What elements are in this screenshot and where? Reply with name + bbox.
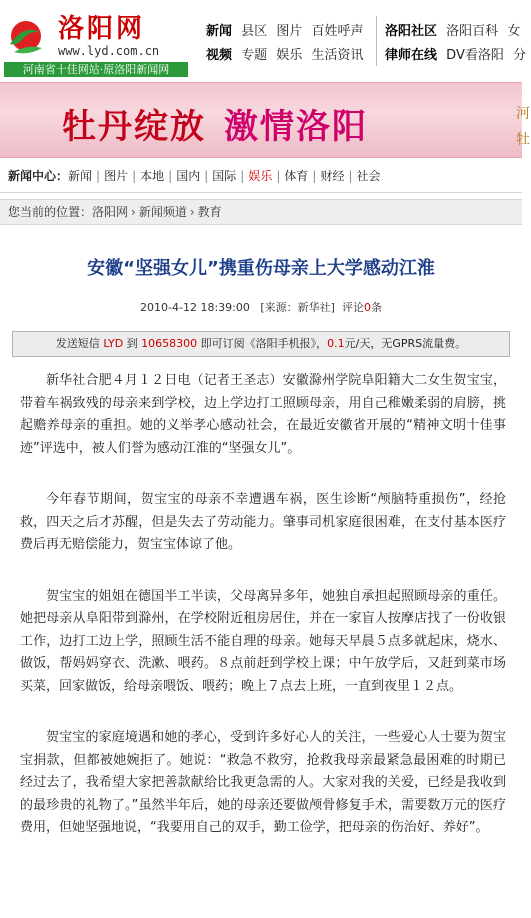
category-finance[interactable]: 财经	[320, 169, 345, 183]
category-domestic[interactable]: 国内	[176, 169, 201, 183]
sms-text-4: 元/天，无GPRS流量费。	[344, 337, 467, 350]
breadcrumb-item-home[interactable]: 洛阳网	[92, 205, 129, 219]
banner-side-text	[516, 101, 530, 153]
site-tagline-badge: 河南省十佳网站·原洛阳新闻网	[4, 62, 188, 77]
banner-text-passion: 激情洛阳	[224, 107, 368, 147]
category-sports[interactable]: 体育	[284, 169, 309, 183]
category-nav	[0, 160, 522, 193]
category-entertainment[interactable]: 娱乐	[248, 169, 273, 183]
article-paragraph: 新华社合肥４月１２日电（记者王圣志）安徽滁州学院阜阳籍大二女生贺宝宝，带着车祸致残的母亲来到学校，边上学边打工照顾母亲，用自己稚嫩柔弱的肩膀，挑起赡养母亲的重担。她的义举孝心感动社会，在最近安徽省开展的“精神文明十佳事迹”评选中，被人们誉为感动江淮的“坚强女儿”。	[20, 373, 506, 456]
nav-link-video[interactable]: 视频	[206, 48, 233, 63]
comment-link[interactable]: 评论	[341, 301, 364, 314]
category-photos[interactable]: 图片	[104, 169, 129, 183]
header-divider	[376, 16, 377, 66]
article-paragraph: 贺宝宝的姐姐在德国半工半读，父母离异多年，她独自承担起照顾母亲的重任。她把母亲从阜阳带到滁州，在学校附近租房居住，并在一家盲人按摩店找了一份收银工作，边打工边上学，照顾生活不能自理的母亲。她每天早晨５点多就起床，烧水、做饭，帮妈妈穿衣、洗漱、喂药。８点前赶到学校上课；中午放学后，又赶到菜市场买菜，回家做饭，给母亲喂饭、喂药；晚上７点去上班，一直到夜里１２点。	[20, 588, 506, 694]
banner-side-char-1: 河	[516, 106, 530, 122]
nav-link-photos[interactable]: 图片	[276, 24, 303, 39]
article-meta	[0, 299, 522, 315]
category-society[interactable]: 社会	[356, 169, 381, 183]
nav-link-entertainment[interactable]: 娱乐	[276, 48, 303, 63]
top-nav-row-3	[385, 20, 525, 39]
site-header	[0, 0, 526, 80]
article-paragraph: 贺宝宝的家庭境遇和她的孝心，受到许多好心人的关注，一些爱心人士要为贺宝宝捐款，但都被她婉拒了。她说：“救急不救穷，抢救我母亲最紧急最困难的时期已经过去了，我希望大家把善款献给比我更急需的人。大家对我的关爱，已经是我收到的最珍贵的礼物了。”虽然半年后，她的母亲还要做颅骨修复手术，需要数万元的医疗费用，但她坚强地说，“我要用自己的双手，勤工俭学，把母亲的伤治好、养好”。	[20, 730, 506, 835]
article-body	[20, 370, 506, 869]
article-paragraph: 今年春节期间，贺宝宝的母亲不幸遭遇车祸，医生诊断“颅脑特重损伤”，经抢救，四天之后才苏醒，但是失去了劳动能力。肇事司机家庭很困难，在支付基本医疗费后再无赔偿能力，贺宝宝体谅了他。	[20, 492, 506, 552]
promo-banner[interactable]	[0, 82, 530, 158]
sms-subscription-box[interactable]	[12, 331, 510, 357]
banner-headline	[62, 99, 368, 148]
breadcrumb	[0, 199, 522, 225]
breadcrumb-arrow-icon: ›	[131, 205, 136, 219]
nav-link-county[interactable]: 县区	[241, 24, 268, 39]
nav-separator: |	[348, 169, 353, 183]
breadcrumb-item-education[interactable]: 教育	[197, 205, 222, 219]
top-nav-row-4	[385, 44, 531, 63]
category-international[interactable]: 国际	[212, 169, 237, 183]
nav-separator: |	[132, 169, 137, 183]
sms-number: 10658300	[141, 337, 198, 350]
category-local[interactable]: 本地	[140, 169, 165, 183]
nav-separator: |	[96, 169, 101, 183]
category-nav-head[interactable]: 新闻中心：	[8, 169, 69, 183]
sms-text-2: 到	[123, 337, 142, 350]
sms-price: 0.1	[327, 337, 345, 350]
breadcrumb-item-channel[interactable]: 新闻频道	[138, 205, 187, 219]
sms-text-3: 即可订阅《洛阳手机报》，	[197, 337, 328, 350]
nav-link-lawyer[interactable]: 律师在线	[385, 48, 438, 63]
banner-side-char-2: 牡	[516, 132, 530, 148]
article-source: [来源：新华社]	[260, 301, 335, 314]
nav-link-voice[interactable]: 百姓呼声	[311, 24, 364, 39]
breadcrumb-arrow-icon: ›	[189, 205, 195, 219]
nav-link-wiki[interactable]: 洛阳百科	[446, 24, 499, 39]
nav-link-community[interactable]: 洛阳社区	[385, 24, 438, 39]
top-nav-row-2	[206, 44, 368, 63]
breadcrumb-prefix: 您当前的位置：	[8, 205, 93, 219]
nav-link-news[interactable]: 新闻	[206, 24, 233, 39]
comment-count[interactable]: 0	[363, 301, 371, 314]
logo-icon[interactable]	[6, 14, 46, 58]
top-nav-row-1	[206, 20, 368, 39]
article-datetime: 2010-4-12 18:39:00	[140, 301, 250, 314]
sms-code: LYD	[103, 337, 124, 350]
nav-separator: |	[276, 169, 281, 183]
nav-link-topics[interactable]: 专题	[241, 48, 268, 63]
nav-separator: |	[240, 169, 245, 183]
nav-separator: |	[168, 169, 173, 183]
sms-text-1: 发送短信	[55, 337, 104, 350]
site-logo-title[interactable]: 洛阳网	[58, 14, 146, 44]
banner-text-peony: 牡丹绽放	[62, 107, 206, 147]
nav-link-life[interactable]: 生活资讯	[311, 48, 364, 63]
article-title: 安徽“坚强女儿”携重伤母亲上大学感动江淮	[87, 258, 435, 279]
nav-link-dv[interactable]: DV看洛阳	[446, 48, 504, 63]
nav-separator: |	[204, 169, 209, 183]
comment-suffix: 条	[370, 301, 382, 314]
category-news[interactable]: 新闻	[68, 169, 93, 183]
nav-link-more[interactable]: 分	[512, 48, 526, 63]
site-logo-url[interactable]: www.lyd.com.cn	[58, 44, 160, 58]
nav-separator: |	[312, 169, 317, 183]
nav-link-women[interactable]: 女	[507, 24, 521, 39]
